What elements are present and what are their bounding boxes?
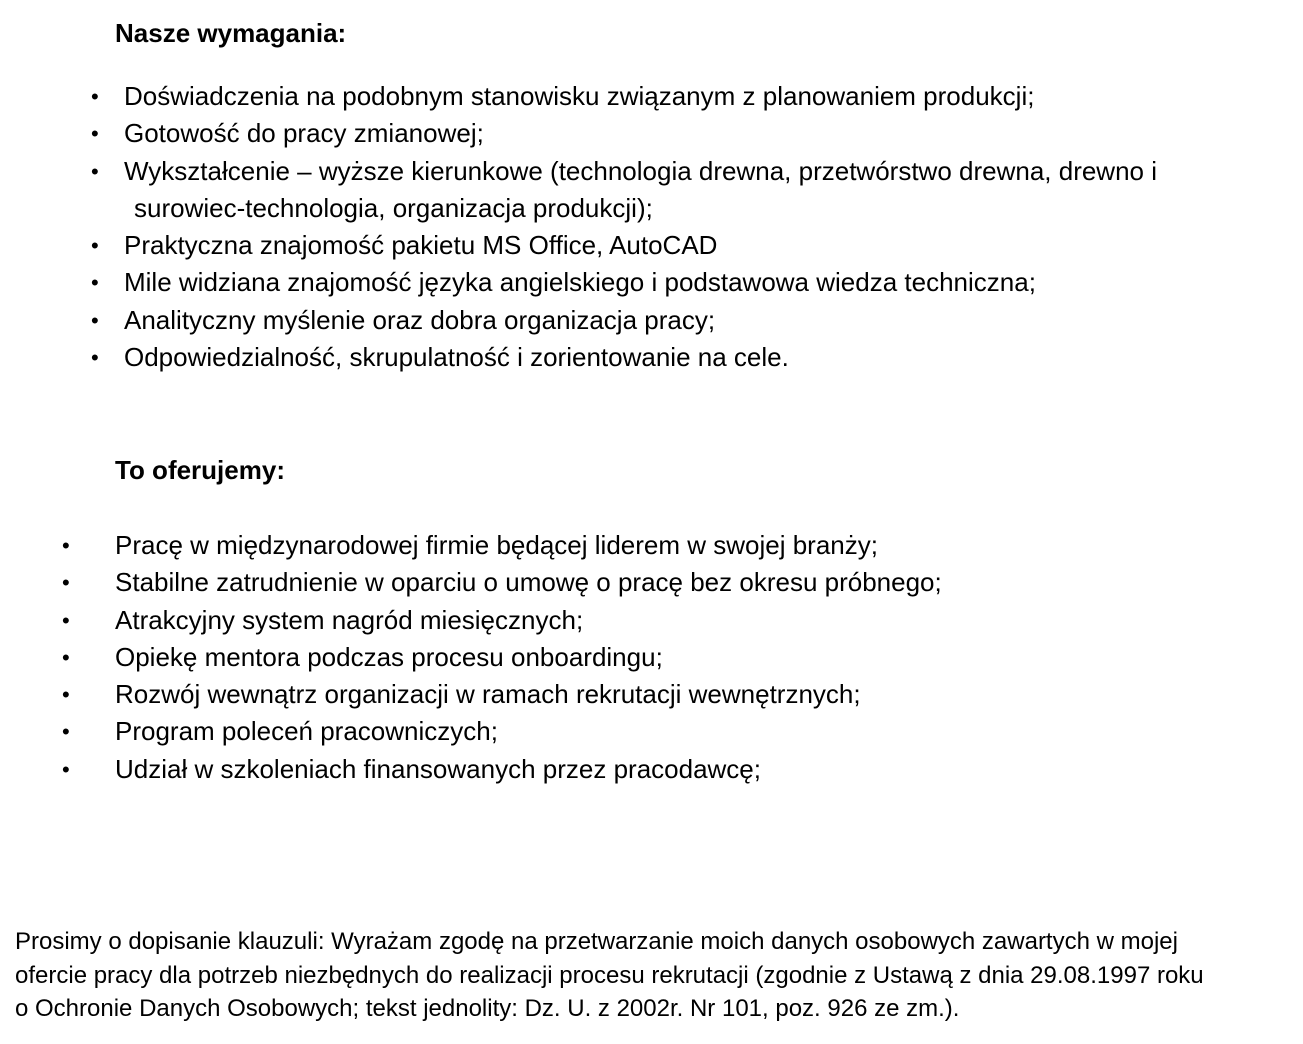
list-item [62, 527, 1285, 564]
list-item [91, 227, 1294, 264]
list-item [62, 751, 1285, 788]
list-item [62, 676, 1285, 713]
requirement-text: Doświadczenia na podobnym stanowisku związanym z planowaniem produkcji; [124, 81, 1035, 111]
clause-line: Prosimy o dopisanie klauzuli: Wyrażam zgodę na przetwarzanie moich danych osobowych zawartych w mojej [15, 928, 1178, 955]
bullet-icon: • [62, 719, 70, 745]
clause-line: ofercie pracy dla potrzeb niezbędnych do realizacji procesu rekrutacji (zgodnie z Ustawą z dnia 29.08.1997 roku [15, 961, 1204, 989]
offers-list [62, 527, 1285, 788]
offers-heading: To oferujemy: [115, 455, 285, 485]
bullet-icon: • [62, 644, 70, 670]
bullet-icon: • [91, 307, 99, 333]
consent-clause [15, 925, 1290, 1026]
requirement-text: Wykształcenie – wyższe kierunkowe (technologia drewna, przetwórstwo drewna, drewno i [124, 155, 1158, 186]
bullet-icon: • [62, 607, 70, 633]
requirement-text: Gotowość do pracy zmianowej; [124, 118, 484, 149]
bullet-icon: • [91, 158, 99, 184]
bullet-icon: • [91, 233, 99, 259]
bullet-icon: • [62, 682, 70, 708]
list-item [62, 602, 1285, 639]
offer-text: Opiekę mentora podczas procesu onboardingu; [115, 641, 663, 672]
list-item [62, 639, 1285, 676]
requirements-heading: Nasze wymagania: [115, 18, 347, 48]
bullet-icon: • [91, 345, 99, 371]
list-item [91, 78, 1294, 115]
bullet-icon: • [91, 270, 99, 296]
requirement-text: Odpowiedzialność, skrupulatność i zorientowanie na cele. [124, 342, 789, 373]
requirement-text: Analityczny myślenie oraz dobra organizacja pracy; [124, 304, 716, 335]
list-item [91, 115, 1294, 152]
list-item [62, 564, 1285, 601]
bullet-icon: • [91, 121, 99, 147]
offer-text: Atrakcyjny system nagród miesięcznych; [115, 604, 584, 635]
bullet-icon: • [91, 84, 99, 109]
offer-text: Program poleceń pracowniczych; [115, 716, 498, 747]
bullet-icon: • [62, 570, 70, 596]
offer-text: Stabilne zatrudnienie w oparciu o umowę o pracę bez okresu próbnego; [115, 567, 942, 598]
offer-text: Udział w szkoleniach finansowanych przez pracodawcę; [115, 753, 761, 784]
bullet-icon: • [62, 533, 70, 558]
list-item [91, 264, 1294, 301]
list-item [91, 339, 1294, 376]
list-item [62, 713, 1285, 750]
clause-line: o Ochronie Danych Osobowych; tekst jednolity: Dz. U. z 2002r. Nr 101, poz. 926 ze zm.). [15, 995, 960, 1022]
requirements-list [91, 78, 1294, 376]
requirement-text-continuation: surowiec-technologia, organizacja produkcji); [134, 192, 653, 223]
bullet-icon: • [62, 756, 70, 782]
offer-text: Pracę w międzynarodowej firmie będącej liderem w swojej branży; [115, 530, 878, 560]
requirement-text: Praktyczna znajomość pakietu MS Office, AutoCAD [124, 230, 718, 261]
list-item [91, 153, 1294, 228]
requirement-text: Mile widziana znajomość języka angielskiego i podstawowa wiedza techniczna; [124, 267, 1036, 298]
offer-text: Rozwój wewnątrz organizacji w ramach rekrutacji wewnętrznych; [115, 679, 861, 710]
list-item [91, 302, 1294, 339]
